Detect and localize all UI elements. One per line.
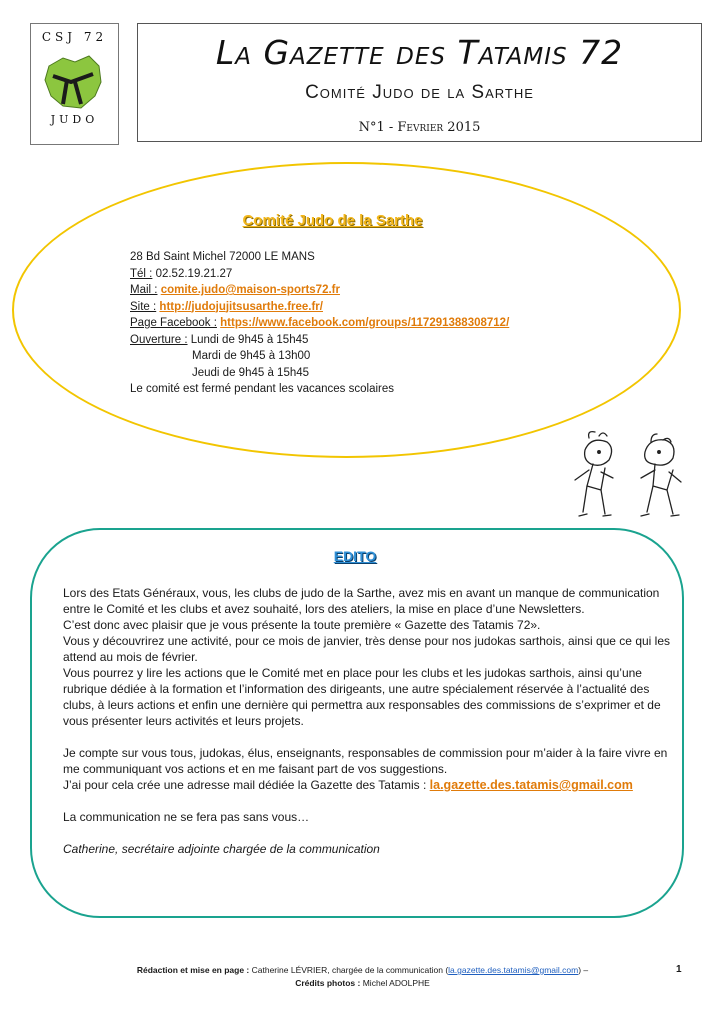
logo-bottom-text: JUDO bbox=[50, 113, 99, 126]
footer-mail-link[interactable]: la.gazette.des.tatamis@gmail.com bbox=[448, 965, 579, 975]
edito-paragraph-1: Lors des Etats Généraux, vous, les clubs de judo de la Sarthe, avez mis en avant un manque de communication entre le Comité et les clubs et avez souhaité, lors des ateliers, la mise en place d’une Newsletters. bbox=[63, 586, 660, 616]
edito-paragraph-5: Je compte sur vous tous, judokas, élus, enseignants, responsables de commission pour m’aider à la faire vivre en me communiquant vos actions et en me faisant part de vos suggestions. bbox=[63, 746, 668, 776]
redaction-text: Catherine LÉVRIER, chargée de la communication ( bbox=[249, 965, 449, 975]
edito-paragraph-3: Vous y découvrirez une activité, pour ce mois de janvier, très dense pour nos judokas sarthois, ainsi que ce qui les attend au mois de février. bbox=[63, 634, 671, 664]
csj72-logo bbox=[30, 23, 119, 145]
footer-redaction bbox=[0, 964, 725, 977]
sarthe-map-icon bbox=[41, 52, 107, 116]
edito-paragraph-6 bbox=[63, 777, 673, 793]
judokas-cartoon-icon bbox=[555, 430, 705, 522]
contact-address: 28 Bd Saint Michel 72000 LE MANS bbox=[130, 251, 315, 263]
edito-text bbox=[63, 585, 673, 857]
mail-label: Mail : bbox=[130, 284, 158, 296]
mail-link[interactable]: comite.judo@maison-sports72.fr bbox=[160, 284, 340, 296]
gazette-mail-link[interactable]: la.gazette.des.tatamis@gmail.com bbox=[429, 778, 633, 792]
redaction-label: Rédaction et mise en page : bbox=[136, 965, 250, 975]
redaction-end: ) – bbox=[578, 965, 589, 975]
edito-paragraph-4: Vous pourrez y lire les actions que le Comité met en place pour les clubs et les judokas sarthois, ainsi qu’une rubrique dédiée à la formation et l’information des dirigeants, une autre spécialement réservée à l’actualité des clubs, à leurs actions et enfin une dernière qui permettra aux responsables des commissions de s’exprimer et de vous présenter leurs activités et leurs projets. bbox=[63, 666, 661, 728]
facebook-link[interactable]: https://www.facebook.com/groups/117291388308712/ bbox=[220, 317, 510, 329]
hours-monday: Lundi de 9h45 à 15h45 bbox=[187, 333, 309, 346]
contact-tel bbox=[130, 266, 509, 283]
tel-value: 02.52.19.21.27 bbox=[152, 267, 233, 280]
site-label: Site : bbox=[130, 300, 157, 313]
hours-tuesday: Mardi de 9h45 à 13h00 bbox=[192, 350, 311, 362]
page-subtitle: Comité Judo de la Sarthe bbox=[305, 82, 534, 103]
site-link[interactable]: http://judojujitsusarthe.free.fr/ bbox=[159, 300, 323, 313]
contact-block bbox=[130, 249, 509, 398]
closed-note: Le comité est fermé pendant les vacances scolaires bbox=[130, 383, 394, 395]
edito-title: EDITO bbox=[333, 548, 377, 564]
contact-mail bbox=[130, 282, 509, 299]
page-number: 1 bbox=[676, 964, 682, 975]
logo-top-text: CSJ 72 bbox=[41, 30, 108, 44]
contact-title: Comité Judo de la Sarthe bbox=[242, 212, 423, 229]
contact-site bbox=[130, 299, 509, 316]
edito-paragraph-7: La communication ne se fera pas sans vous… bbox=[63, 810, 310, 824]
header-box bbox=[137, 23, 702, 142]
edito-mail-intro: J’ai pour cela crée une adresse mail dédiée la Gazette des Tatamis : bbox=[63, 778, 430, 792]
page-title: La Gazette des Tatamis 72 bbox=[215, 33, 624, 72]
hours-thursday: Jeudi de 9h45 à 15h45 bbox=[192, 366, 310, 379]
hours-label: Ouverture : bbox=[130, 333, 188, 346]
footer bbox=[0, 964, 725, 990]
facebook-label: Page Facebook : bbox=[130, 317, 217, 329]
edito-signature: Catherine, secrétaire adjointe chargée de la communication bbox=[63, 842, 380, 856]
credits-text: Michel ADOLPHE bbox=[360, 978, 430, 988]
edito-paragraph-2: C’est donc avec plaisir que je vous présente la toute première « Gazette des Tatamis 72». bbox=[63, 618, 541, 632]
credits-label: Crédits photos : bbox=[295, 978, 361, 988]
contact-facebook bbox=[130, 315, 509, 332]
footer-credits bbox=[0, 977, 725, 990]
issue-number: N°1 - Fevrier 2015 bbox=[358, 120, 481, 135]
tel-label: Tél : bbox=[130, 267, 153, 280]
contact-hours-1 bbox=[130, 332, 509, 349]
